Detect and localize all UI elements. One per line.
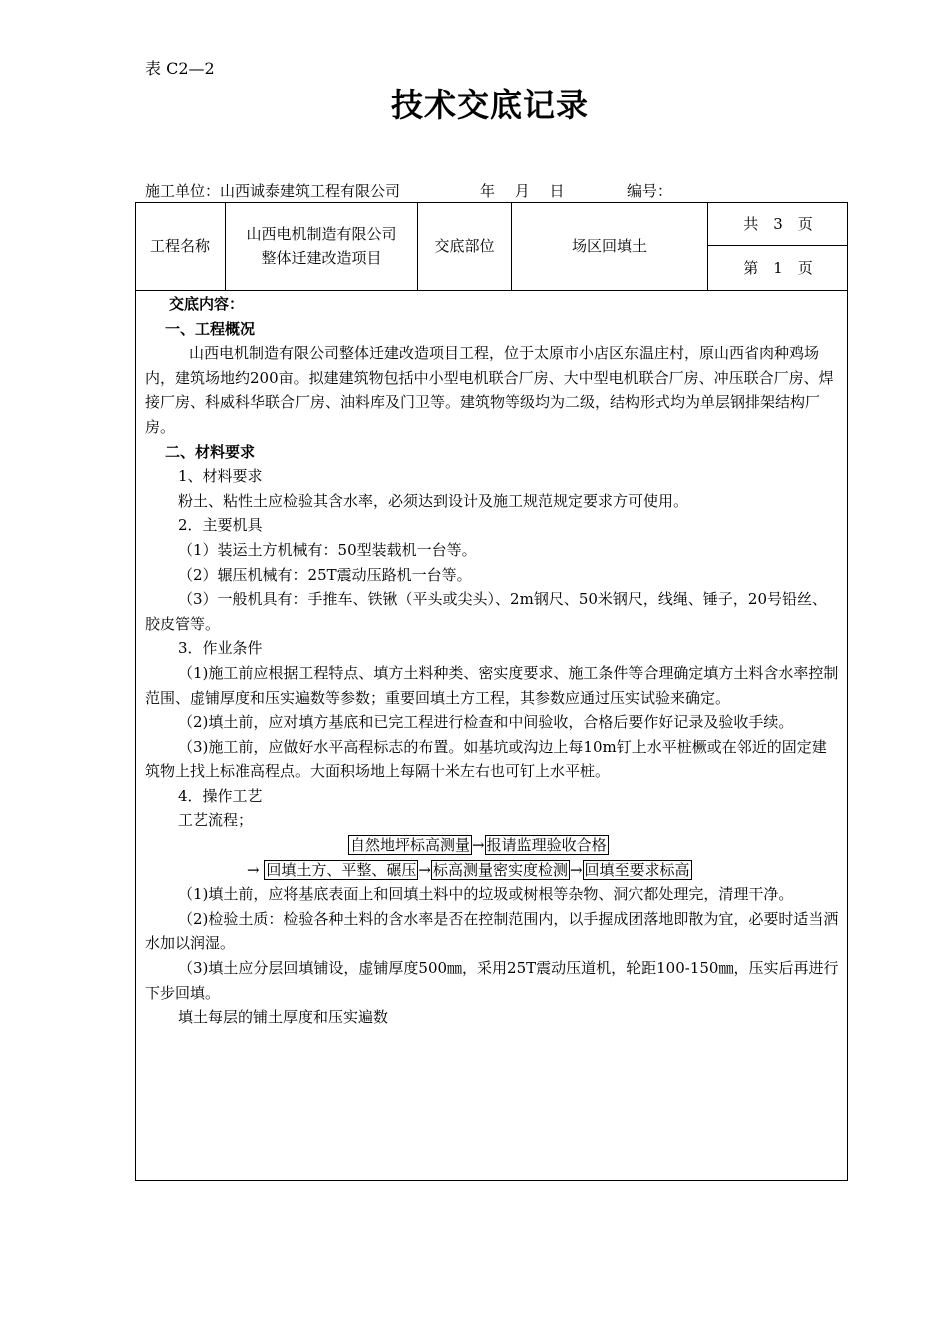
project-name-label: 工程名称 [149, 237, 210, 255]
subsection-materials: 1、材料要求 [178, 467, 263, 486]
flow-step-5: 回填至要求标高 [584, 860, 690, 879]
disclosure-part-label: 交底部位 [434, 237, 495, 255]
process-item-3: （3)填土应分层回填铺设，虚铺厚度500㎜，采用25T震动压道机，轮距100-150㎜，压实后再进行下步回填。 [145, 959, 839, 1002]
section-1-text: 山西电机制造有限公司整体迁建改造项目工程，位于太原市小店区东温庄村，原山西省肉种鸡场内，建筑场地约200亩。拟建建筑物包括中小型电机联合厂房、大中型电机联合厂房、冲压联合厂房、焊接厂房、科威科华联合厂房、油料库及门卫等。建筑物等级均为二级，结构形式均为单层钢排架结构厂房。 [145, 344, 834, 436]
content-heading: 交底内容： [169, 295, 245, 313]
flow-label: 工艺流程； [178, 811, 254, 830]
project-name-line2: 整体迁建改造项目 [261, 249, 382, 267]
flow-step-2: 报请监理验收合格 [486, 836, 607, 855]
conditions-item-2: （2)填土前，应对填方基底和已完工程进行检查和中间验收，合格后要作好记录及验收手续。 [178, 713, 794, 732]
form-code: 表 C2—2 [145, 59, 215, 78]
page-title: 技术交底记录 [390, 86, 589, 124]
project-name-line1: 山西电机制造有限公司 [246, 225, 397, 243]
process-item-1: （1)填土前，应将基底表面上和回填土料中的垃圾或树根等杂物、洞穴都处理完，清理干净。 [178, 885, 794, 904]
section-1-title: 一、工程概况 [165, 319, 256, 338]
materials-text: 粉土、粘性土应检验其含水率，必须达到设计及施工规范规定要求方可使用。 [178, 491, 689, 510]
process-flow-row-1 [145, 833, 841, 858]
flow-arrow: → [418, 860, 431, 879]
process-flow-row-2 [145, 858, 841, 883]
process-item-4: 填土每层的铺土厚度和压实遍数 [178, 1008, 389, 1027]
conditions-item-1: （1)施工前应根据工程特点、填方土料种类、密实度要求、施工条件等合理确定填方土料含水率控制范围、虚铺厚度和压实遍数等参数；重要回填土方工程，其参数应通过压实试验来确定。 [145, 663, 839, 707]
machinery-item-3: （3）一般机具有：手推车、铁锹（平头或尖头）、2m钢尺、50米钢尺，线绳、锤子，20号铅丝、胶皮管等。 [145, 590, 827, 633]
conditions-item-3: （3)施工前，应做好水平高程标志的布置。如基坑或沟边上每10m钉上水平桩橛或在邻近的固定建筑物上找上标准高程点。大面积场地上每隔十米左右也可钉上水平桩。 [145, 737, 827, 781]
process-item-2: （2)检验土质：检验各种土料的含水率是否在控制范围内，以手握成团落地即散为宜，必要时适当洒水加以润湿。 [145, 909, 839, 953]
flow-step-4: 标高测量密实度检测 [432, 860, 568, 879]
machinery-item-2: （2）辗压机械有：25T震动压路机一台等。 [178, 565, 472, 584]
flow-arrow: → [569, 860, 583, 879]
flow-arrow: → [247, 860, 260, 879]
disclosure-part-value: 场区回填土 [571, 237, 647, 255]
flow-step-1: 自然地坪标高测量 [350, 836, 471, 855]
record-date: 年 月 日 [480, 182, 565, 200]
disclosure-content [145, 292, 841, 1030]
section-2-title: 二、材料要求 [165, 442, 256, 461]
construction-unit: 施工单位：山西诚泰建筑工程有限公司 [145, 182, 401, 200]
flow-arrow: → [472, 836, 485, 855]
page-number: 第 1 页 [743, 259, 813, 277]
project-name-value [226, 202, 417, 290]
flow-step-3: 回填土方、平整、碾压 [266, 860, 417, 879]
total-pages: 共 3 页 [743, 214, 813, 233]
subsection-conditions: 3．作业条件 [178, 639, 263, 658]
subsection-process: 4．操作工艺 [178, 786, 263, 805]
machinery-item-1: （1）装运土方机械有：50型装载机一台等。 [178, 540, 477, 559]
record-number: 编号： [627, 182, 673, 200]
subsection-machinery: 2．主要机具 [178, 516, 263, 535]
header-row-divider [135, 290, 848, 291]
